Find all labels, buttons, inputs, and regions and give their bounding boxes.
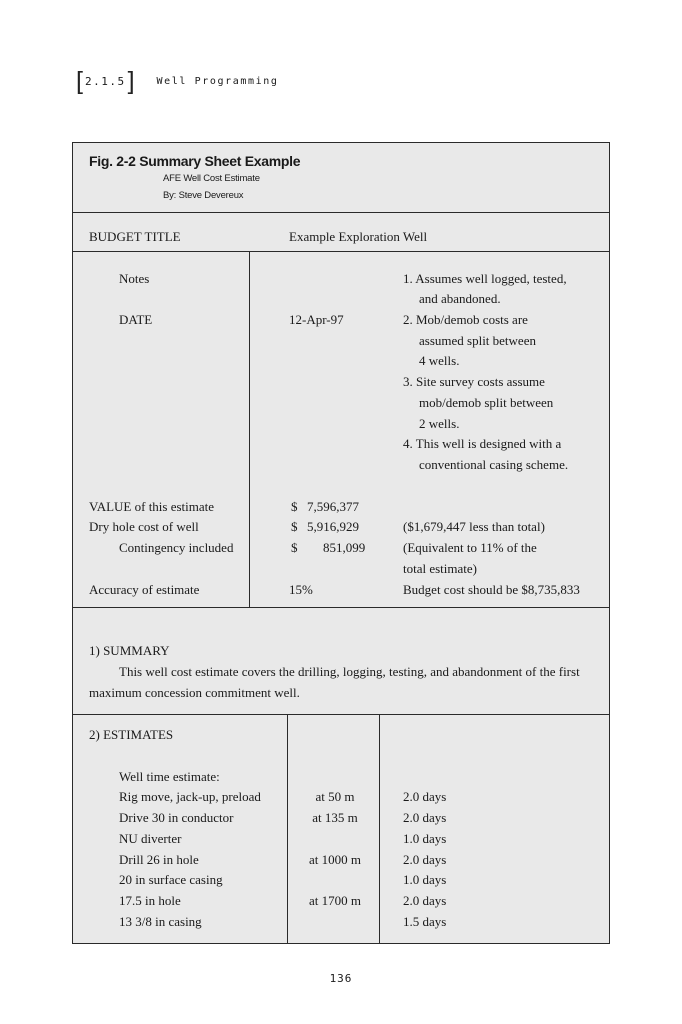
activity-cell: 17.5 in hole bbox=[119, 893, 181, 908]
section-title: Well Programming bbox=[156, 75, 279, 87]
depth-cell: at 135 m bbox=[312, 810, 358, 825]
date-label: DATE bbox=[119, 312, 153, 327]
days-cell: 1.5 days bbox=[403, 914, 447, 929]
note-item: 4. This well is designed with a bbox=[403, 436, 562, 451]
accuracy-label: Accuracy of estimate bbox=[89, 582, 200, 597]
note-item: 1. Assumes well logged, tested, bbox=[403, 271, 567, 286]
left-bracket: [ bbox=[76, 67, 83, 95]
dry-hole-amount: 5,916,929 bbox=[307, 519, 359, 534]
column-divider bbox=[287, 715, 288, 943]
figure-author: By: Steve Devereux bbox=[163, 190, 244, 201]
column-divider bbox=[249, 252, 250, 607]
days-cell: 2.0 days bbox=[403, 893, 447, 908]
contingency-note-cont: total estimate) bbox=[403, 561, 478, 576]
budget-cost-note: Budget cost should be $8,735,833 bbox=[403, 582, 580, 597]
note-item: mob/demob split between bbox=[419, 395, 554, 410]
depth-cell: at 1000 m bbox=[309, 852, 361, 867]
days-cell: 2.0 days bbox=[403, 789, 447, 804]
contingency-label: Contingency included bbox=[119, 540, 234, 555]
days-cell: 2.0 days bbox=[403, 810, 447, 825]
activity-cell: Rig move, jack-up, preload bbox=[119, 789, 261, 804]
date-value: 12-Apr-97 bbox=[289, 312, 344, 327]
budget-title-label: BUDGET TITLE bbox=[89, 229, 181, 244]
contingency-note: (Equivalent to 11% of the bbox=[403, 540, 537, 555]
note-item: 4 wells. bbox=[419, 353, 460, 368]
activity-cell: NU diverter bbox=[119, 831, 182, 846]
note-item: 2 wells. bbox=[419, 416, 460, 431]
summary-sheet-figure bbox=[72, 142, 610, 944]
dry-hole-note: ($1,679,447 less than total) bbox=[403, 519, 545, 534]
activity-cell: 20 in surface casing bbox=[119, 872, 223, 887]
dry-hole-label: Dry hole cost of well bbox=[89, 519, 199, 534]
divider bbox=[73, 714, 609, 715]
figure-subtitle: AFE Well Cost Estimate bbox=[163, 173, 260, 184]
activity-cell: Drive 30 in conductor bbox=[119, 810, 234, 825]
note-item: 3. Site survey costs assume bbox=[403, 374, 545, 389]
divider bbox=[73, 251, 609, 252]
value-amount: 7,596,377 bbox=[307, 499, 359, 514]
figure-title: Fig. 2-2 Summary Sheet Example bbox=[89, 153, 301, 169]
divider bbox=[73, 607, 609, 608]
right-bracket: ] bbox=[127, 67, 135, 95]
page-number: 136 bbox=[329, 972, 353, 985]
activity-cell: Drill 26 in hole bbox=[119, 852, 199, 867]
days-cell: 1.0 days bbox=[403, 831, 447, 846]
depth-cell: at 1700 m bbox=[309, 893, 361, 908]
depth-cell: at 50 m bbox=[315, 789, 355, 804]
value-currency: $ bbox=[291, 499, 298, 514]
value-label: VALUE of this estimate bbox=[89, 499, 215, 514]
note-item: 2. Mob/demob costs are bbox=[403, 312, 528, 327]
notes-label: Notes bbox=[119, 271, 150, 286]
running-header bbox=[76, 68, 278, 94]
estimates-heading: 2) ESTIMATES bbox=[89, 727, 174, 742]
well-time-heading: Well time estimate: bbox=[119, 769, 220, 784]
contingency-currency: $ bbox=[291, 540, 298, 555]
summary-heading: 1) SUMMARY bbox=[89, 643, 170, 658]
divider bbox=[73, 212, 609, 213]
activity-cell: 13 3/8 in casing bbox=[119, 914, 202, 929]
summary-text: This well cost estimate covers the drilling, logging, testing, and abandonment of the first maximum concession commitment well. bbox=[89, 664, 580, 700]
budget-title-value: Example Exploration Well bbox=[289, 229, 428, 244]
note-item: conventional casing scheme. bbox=[419, 457, 569, 472]
days-cell: 1.0 days bbox=[403, 872, 447, 887]
accuracy-value: 15% bbox=[289, 582, 313, 597]
dry-hole-currency: $ bbox=[291, 519, 298, 534]
days-cell: 2.0 days bbox=[403, 852, 447, 867]
section-number: 2.1.5 bbox=[84, 74, 126, 88]
note-item: assumed split between bbox=[419, 333, 536, 348]
contingency-amount: 851,099 bbox=[323, 540, 366, 555]
note-item: and abandoned. bbox=[419, 291, 501, 306]
